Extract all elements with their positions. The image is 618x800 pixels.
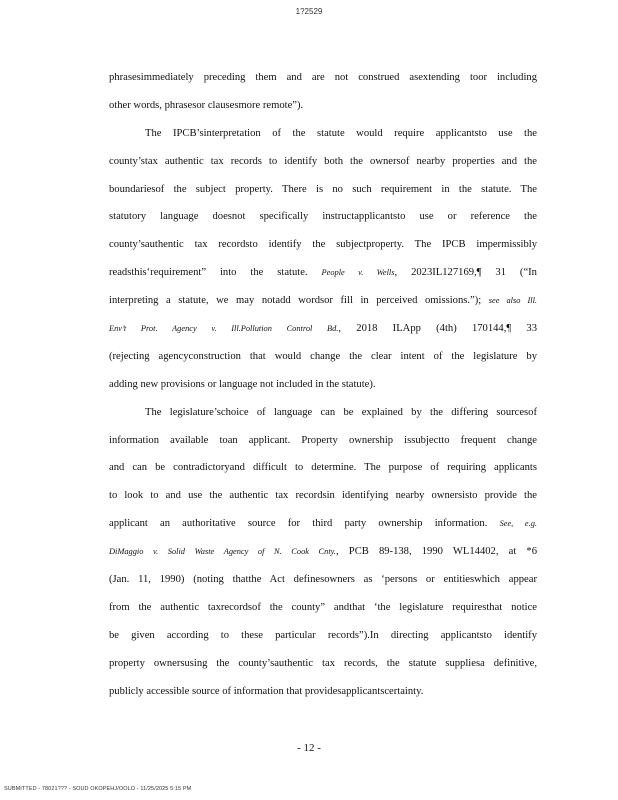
text-line: [109, 399, 537, 427]
case-citation: See, e.g.: [499, 519, 537, 529]
text-line: [109, 510, 537, 538]
line-text: county’stax authentic tax records to identify both the ownersof nearby properties and the: [109, 155, 537, 167]
line-text: interpreting a statute, we may notadd wordsor fill in perceived omissions.”);: [109, 295, 482, 307]
text-line: [109, 64, 537, 92]
line-text: statutory language doesnot specifically instructapplicantsto use or reference the: [109, 211, 537, 223]
text-line: [109, 315, 537, 343]
line-text: phrasesimmediately preceding them and are not construed asextending toor including: [109, 72, 537, 83]
text-line: [109, 259, 537, 287]
line-text: adding new provisions or language not included in the statute).: [109, 378, 376, 390]
case-citation: Env’t Prot. Agency v. Ill.Pollution Control Bd.: [109, 324, 339, 334]
citation-reference: , 2023IL127169,¶ 31 (“In: [394, 267, 537, 279]
line-text: (rejecting agencyconstruction that would change the clear intent of the legislature by: [109, 350, 537, 362]
text-line: [109, 622, 537, 650]
line-text: and can be contradictoryand difficult to determine. The purpose of requiring applicants: [109, 462, 537, 474]
text-line: [109, 482, 537, 510]
line-text: (Jan. 11, 1990) (noting thatthe Act definesowners as ‘persons or entitieswhich appear: [109, 574, 537, 586]
line-text: property ownersusing the county’sauthentic tax records, the statute suppliesa definitive,: [109, 657, 537, 669]
text-line: [109, 120, 537, 148]
text-line: [109, 92, 537, 120]
line-text: to look to and use the authentic tax recordsin identifying nearby ownersisto provide the: [109, 490, 537, 502]
text-line: [109, 678, 537, 706]
text-line: [109, 594, 537, 622]
text-line: [109, 343, 537, 371]
text-line: [109, 538, 537, 566]
text-line: [109, 650, 537, 678]
text-line: [109, 231, 537, 259]
case-citation: DiMaggio v. Solid Waste Agency of N. Cook Cnty.: [109, 547, 337, 557]
text-line: [109, 287, 537, 315]
case-citation: People v. Wells: [321, 268, 395, 278]
line-text: from the authentic taxrecordsof the county” andthat ‘the legislature requiresthat notice: [109, 601, 537, 613]
text-line: [109, 454, 537, 482]
text-line: [109, 566, 537, 594]
line-text: other words, phrasesor clausesmore remote”).: [109, 99, 304, 111]
line-text: boundariesof the subject property. There is no such requirement in the statute. The: [109, 183, 537, 195]
case-citation: see also Ill.: [488, 296, 537, 306]
text-line: [109, 176, 537, 204]
line-text: The legislature’schoice of language can be explained by the differing sourcesof: [145, 406, 537, 418]
page-number: - 12 -: [297, 742, 321, 754]
line-text: be given according to these particular records”).In directing applicantsto identify: [109, 629, 537, 641]
line-text: county’sauthentic tax recordsto identify the subjectproperty. The IPCB impermissibly: [109, 239, 537, 251]
document-id: 1?2529: [295, 7, 323, 16]
filing-stamp: SUBMITTED - 78021??? - SOUD OKOPEHJ/OOLO - 11/25/2025 5:15 PM: [4, 786, 192, 792]
line-text: readsthis‘requirement” into the statute.: [109, 267, 308, 279]
citation-reference: , PCB 89-138, 1990 WL14402, at *6: [336, 546, 537, 558]
line-text: information available toan applicant. Property ownership issubjectto frequent change: [109, 434, 537, 446]
citation-reference: , 2018 ILApp (4th) 170144,¶ 33: [338, 323, 537, 335]
text-line: [109, 427, 537, 455]
document-body: [109, 64, 537, 705]
line-text: applicant an authoritative source for third party ownership information.: [109, 518, 488, 530]
text-line: [109, 371, 537, 399]
line-text: The IPCB’sinterpretation of the statute would require applicantsto use the: [145, 127, 537, 139]
line-text: publicly accessible source of information that providesapplicantscertainty.: [109, 685, 424, 697]
text-line: [109, 203, 537, 231]
text-line: [109, 148, 537, 176]
